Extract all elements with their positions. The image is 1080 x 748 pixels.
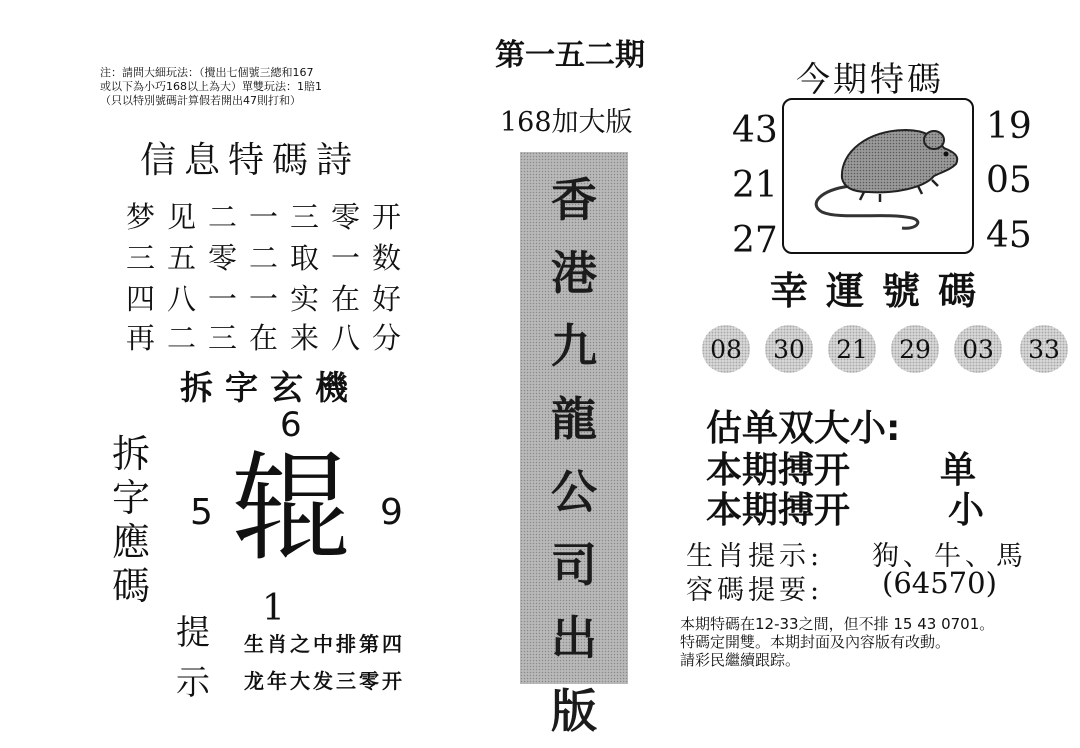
footer-line: 本期特碼在12-33之間，但不排 15 43 0701。 <box>680 615 995 633</box>
split-character-vertical-label <box>108 432 154 608</box>
vertical-char: 字 <box>111 476 150 520</box>
special-number-right: 05 <box>986 160 1032 201</box>
banner-char: 公 <box>551 465 597 519</box>
hint-line: 生肖之中排第四 <box>244 632 405 656</box>
publisher-banner <box>520 152 628 738</box>
split-number-top: 6 <box>280 405 302 445</box>
footer-note <box>680 615 1070 669</box>
vertical-char: 提 <box>176 613 210 653</box>
special-code-title: 今期特碼 <box>796 60 944 100</box>
vertical-char: 應 <box>111 520 150 564</box>
publisher-banner-text <box>520 164 628 748</box>
special-number-right: 45 <box>986 215 1032 256</box>
banner-char: 版 <box>551 684 597 738</box>
rat-picture-frame <box>782 98 974 254</box>
lucky-number-ball: 08 <box>702 325 750 373</box>
split-character: 辊 <box>232 439 351 577</box>
rules-note-line: （只以特別號碼計算假若開出47則打和） <box>100 94 301 107</box>
poem-title: 信息特碼詩 <box>140 140 361 181</box>
guess-row-value: 小 <box>948 490 985 531</box>
banner-char: 九 <box>551 319 597 373</box>
rules-note <box>100 66 420 108</box>
guess-row-value: 单 <box>940 450 977 491</box>
guess-row-label: 本期搏开 <box>706 490 851 531</box>
footer-line: 特碼定開雙。本期封面及內容版有改動。 <box>680 633 951 651</box>
hint-vertical-label <box>170 608 216 708</box>
zodiac-hint-value: 狗、牛、馬 <box>872 541 1027 572</box>
poem-line: 再二三在来八分 <box>126 321 414 355</box>
lucky-number-ball: 33 <box>1020 325 1068 373</box>
lucky-number-ball: 21 <box>828 325 876 373</box>
split-number-right: 9 <box>380 492 403 533</box>
poem-line: 梦见二一三零开 <box>126 200 414 234</box>
footer-line: 請彩民繼續跟踪。 <box>680 651 801 669</box>
vertical-char: 碼 <box>111 564 150 608</box>
rules-note-line: 注：請問大細玩法：（攪出七個號三總和167 <box>100 66 314 79</box>
special-number-left: 43 <box>732 110 778 151</box>
banner-char: 司 <box>551 538 597 592</box>
banner-char: 出 <box>551 611 597 665</box>
poem-line: 三五零二取一数 <box>126 241 414 275</box>
rules-note-line: 或以下為小巧168以上為大）單雙玩法：1賠1 <box>100 80 322 93</box>
banner-char: 龍 <box>551 392 597 446</box>
poem-line: 四八一一实在好 <box>126 282 414 316</box>
hint-line: 龙年大发三零开 <box>244 669 405 693</box>
vertical-char: 拆 <box>111 432 150 476</box>
rat-icon <box>784 100 971 251</box>
special-number-right: 19 <box>986 106 1032 147</box>
guess-row-label: 本期搏开 <box>706 450 851 491</box>
special-number-left: 27 <box>732 220 778 261</box>
edition-label: 168加大版 <box>500 107 633 138</box>
banner-char: 港 <box>551 246 597 300</box>
lucky-numbers-title: 幸運號碼 <box>770 268 995 313</box>
issue-number: 第一五二期 <box>495 38 645 73</box>
codes-hint-label: 容碼提要: <box>686 575 824 606</box>
guess-title: 估单双大小: <box>706 408 901 449</box>
lucky-number-ball: 03 <box>954 325 1002 373</box>
lucky-number-ball: 30 <box>765 325 813 373</box>
special-number-left: 21 <box>732 165 778 206</box>
zodiac-hint-label: 生肖提示: <box>686 541 824 572</box>
banner-char: 香 <box>551 173 597 227</box>
vertical-char: 示 <box>176 663 210 703</box>
split-number-left: 5 <box>190 492 213 533</box>
split-number-bottom: 1 <box>262 588 285 629</box>
lucky-number-ball: 29 <box>891 325 939 373</box>
split-character-title: 拆字玄機 <box>180 368 360 407</box>
codes-hint-value: (64570) <box>882 566 997 600</box>
